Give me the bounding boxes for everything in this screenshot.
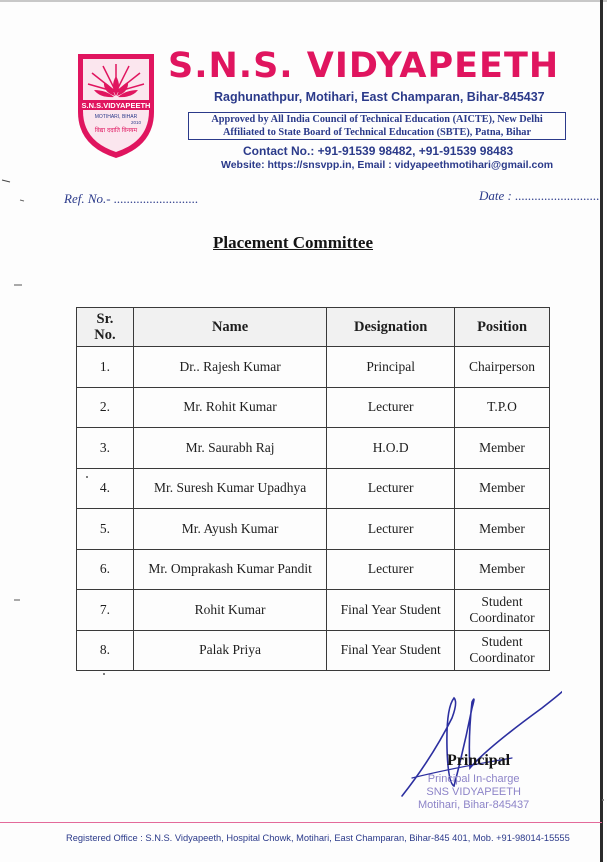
cell-designation: H.O.D bbox=[327, 428, 455, 469]
cell-sr: 4. bbox=[77, 468, 134, 509]
cell-name: Dr.. Rajesh Kumar bbox=[133, 347, 326, 388]
header-sr-no: Sr. No. bbox=[77, 308, 134, 347]
cell-name: Mr. Saurabh Raj bbox=[133, 428, 326, 469]
signatory-title: Principal bbox=[447, 752, 511, 769]
stamp-line-address: Motihari, Bihar-845437 bbox=[418, 799, 530, 811]
logo-name: S.N.S.VIDYAPEETH bbox=[81, 101, 151, 110]
header-designation: Designation bbox=[327, 308, 455, 347]
header-name: Name bbox=[133, 308, 326, 347]
cell-sr: 6. bbox=[77, 549, 134, 590]
cell-position: Member bbox=[455, 468, 550, 509]
cell-name: Mr. Rohit Kumar bbox=[133, 387, 326, 428]
cell-sr: 8. bbox=[77, 630, 134, 671]
cell-position: Member bbox=[455, 509, 550, 550]
date-field: Date : .......................... bbox=[479, 188, 600, 203]
cell-name: Rohit Kumar bbox=[133, 590, 326, 631]
cell-designation: Lecturer bbox=[327, 509, 455, 550]
website-email: Website: https://snsvpp.in, Email : vidyapeethmotihari@gmail.com bbox=[221, 159, 554, 171]
institution-name: S.N.S. VIDYAPEETH bbox=[168, 46, 560, 86]
approval-line-sbte: Affiliated to State Board of Technical Education (SBTE), Patna, Bihar bbox=[222, 126, 532, 138]
stamp-line-institution: SNS VIDYAPEETH bbox=[426, 786, 521, 798]
institution-address: Raghunathpur, Motihari, East Champaran, Bihar-845437 bbox=[214, 90, 545, 104]
cell-name: Palak Priya bbox=[133, 630, 326, 671]
logo-motto: विद्या ददाति विनयम bbox=[94, 127, 138, 134]
cell-position: T.P.O bbox=[455, 387, 550, 428]
document-title: Placement Committee bbox=[213, 233, 374, 252]
logo-year: 2010 bbox=[130, 120, 142, 125]
cell-designation: Principal bbox=[327, 347, 455, 388]
cell-name: Mr. Omprakash Kumar Pandit bbox=[133, 549, 326, 590]
logo-place: MOTIHARI, BIHAR bbox=[94, 114, 138, 120]
cell-sr: 5. bbox=[77, 509, 134, 550]
cell-designation: Lecturer bbox=[327, 549, 455, 590]
cell-sr: 1. bbox=[77, 347, 134, 388]
cell-sr: 2. bbox=[77, 387, 134, 428]
contact-numbers: Contact No.: +91-91539 98482, +91-91539 98483 bbox=[243, 144, 514, 158]
cell-position: Chairperson bbox=[455, 347, 550, 388]
cell-designation: Final Year Student bbox=[327, 630, 455, 671]
cell-designation: Lecturer bbox=[327, 387, 455, 428]
header-position: Position bbox=[455, 308, 550, 347]
cell-position: Student Coordinator bbox=[455, 630, 550, 671]
cell-designation: Final Year Student bbox=[327, 590, 455, 631]
registered-office-footer: Registered Office : S.N.S. Vidyapeeth, Hospital Chowk, Motihari, East Champaran, Bihar-845 401, Mob. +91-98014-15555 bbox=[66, 833, 570, 843]
cell-sr: 7. bbox=[77, 590, 134, 631]
cell-position: Member bbox=[455, 428, 550, 469]
cell-name: Mr. Ayush Kumar bbox=[133, 509, 326, 550]
stamp-line-role: Principal In-charge bbox=[427, 773, 520, 785]
cell-sr: 3. bbox=[77, 428, 134, 469]
cell-position: Member bbox=[455, 549, 550, 590]
cell-name: Mr. Suresh Kumar Upadhya bbox=[133, 468, 326, 509]
cell-designation: Lecturer bbox=[327, 468, 455, 509]
approval-line-aicte: Approved by All India Council of Technical Education (AICTE), New Delhi bbox=[211, 114, 543, 125]
reference-number: Ref. No.- .......................... bbox=[64, 191, 199, 206]
cell-position: Student Coordinator bbox=[455, 590, 550, 631]
